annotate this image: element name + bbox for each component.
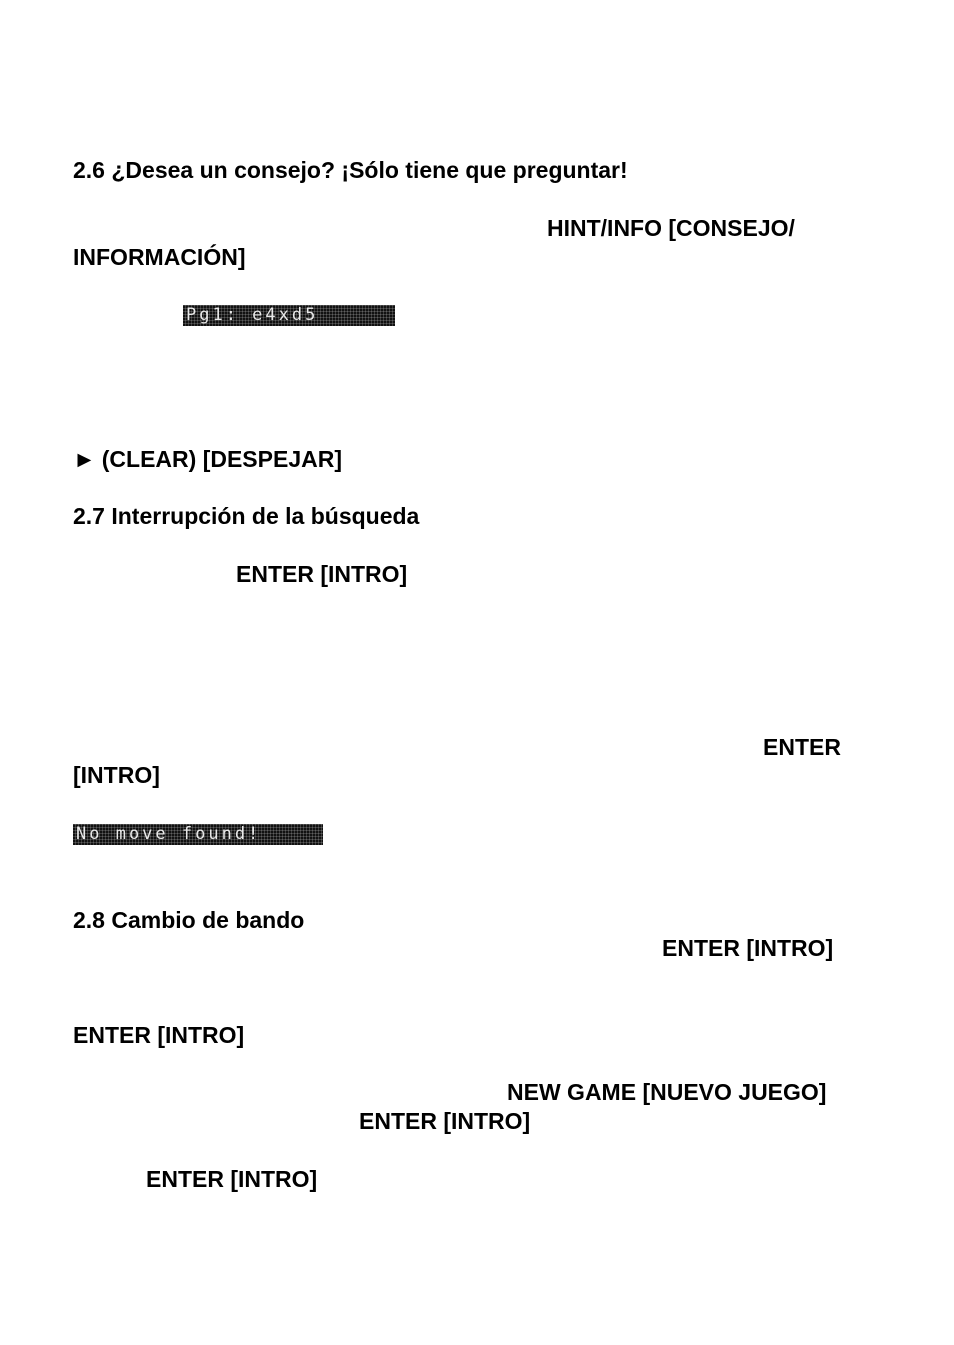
enter-key-label: ENTER [INTRO] — [662, 935, 834, 961]
section-2-6-heading: 2.6 ¿Desea un consejo? ¡Sólo tiene que preguntar! — [73, 157, 628, 183]
lcd-display-hint: Pg1: e4xd5 — [183, 305, 395, 326]
enter-key-label: ENTER [INTRO] — [236, 561, 408, 587]
clear-key-text: (CLEAR) [DESPEJAR] — [101, 446, 342, 472]
clear-key-label — [73, 445, 342, 473]
enter-key-label: ENTER [INTRO] — [359, 1108, 531, 1134]
enter-key-label: ENTER [INTRO] — [146, 1166, 318, 1192]
new-game-key-label: NEW GAME [NUEVO JUEGO] — [507, 1079, 827, 1105]
hint-info-key-label-line1: HINT/INFO [CONSEJO/ — [547, 215, 795, 241]
enter-key-label-line1: ENTER — [763, 734, 841, 760]
lcd-display-no-move: No move found! — [73, 824, 323, 845]
enter-key-label: ENTER [INTRO] — [73, 1022, 245, 1048]
section-2-8-heading: 2.8 Cambio de bando — [73, 907, 305, 933]
right-arrow-icon: ► — [73, 446, 96, 472]
hint-info-key-label-line2: INFORMACIÓN] — [73, 244, 246, 270]
section-2-7-heading: 2.7 Interrupción de la búsqueda — [73, 503, 420, 529]
enter-key-label-line2: [INTRO] — [73, 762, 160, 788]
